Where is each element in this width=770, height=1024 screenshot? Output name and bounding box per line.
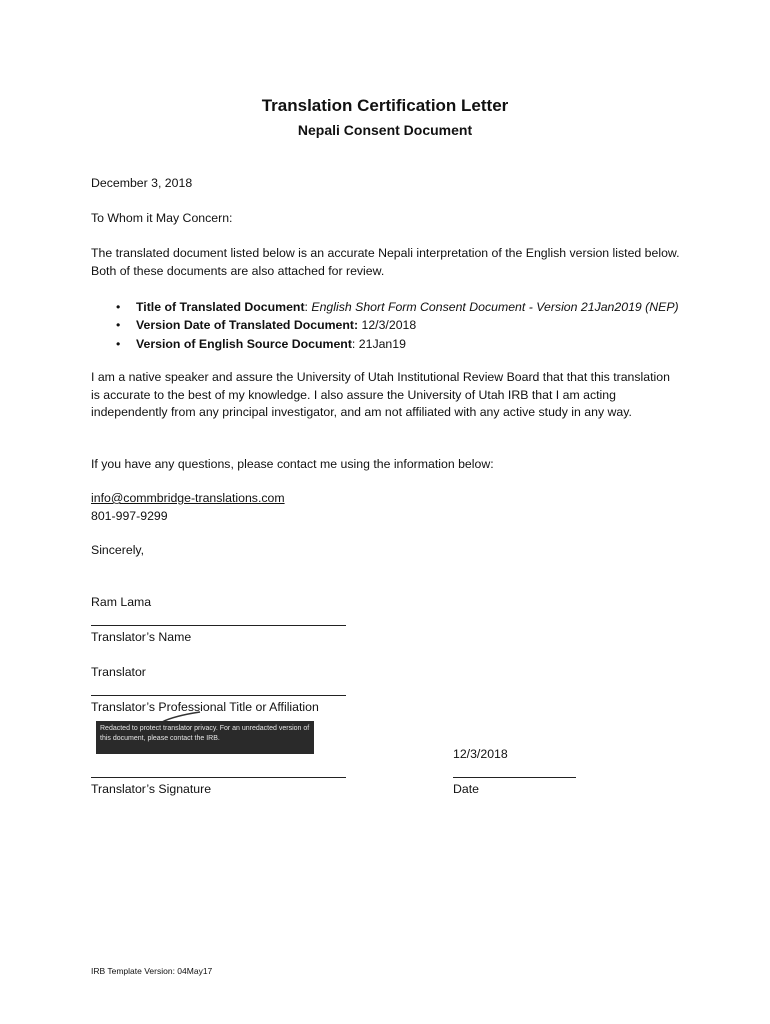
date-label: Date — [453, 782, 479, 796]
name-signature-line — [91, 625, 346, 626]
translator-name-label: Translator’s Name — [91, 630, 192, 644]
bullet-value: 21Jan19 — [358, 336, 406, 351]
bullet-icon: • — [116, 318, 121, 333]
date-line — [453, 777, 576, 778]
phone-number: 801-997-9299 — [91, 509, 168, 523]
bullet-label: Title of Translated Document — [136, 300, 305, 314]
bullet-separator: : — [304, 300, 312, 314]
bullet-icon: • — [116, 300, 121, 314]
redaction-box: Redacted to protect translator privacy. For an unredacted version of this document, please contact the IRB. — [96, 721, 314, 754]
translator-title-value: Translator — [91, 665, 146, 679]
list-item — [91, 316, 679, 334]
bullet-label: Version Date of Translated Document: — [136, 318, 359, 333]
document-details-list — [91, 298, 679, 353]
bullet-value: English Short Form Consent Document - Version 21Jan2019 (NEP) — [311, 300, 679, 314]
bullet-icon: • — [116, 336, 121, 351]
signature-line — [91, 777, 346, 778]
list-item — [91, 335, 679, 353]
title-signature-line — [91, 695, 346, 696]
bullet-separator: : — [351, 336, 359, 351]
letter-date: December 3, 2018 — [91, 176, 193, 190]
contact-intro: If you have any questions, please contact me using the information below: — [91, 457, 494, 471]
translator-name-value: Ram Lama — [91, 595, 152, 609]
document-subtitle: Nepali Consent Document — [297, 122, 473, 138]
bullet-label: Version of English Source Document — [136, 336, 352, 351]
closing: Sincerely, — [91, 543, 145, 557]
salutation: To Whom it May Concern: — [91, 211, 233, 225]
document-title: Translation Certification Letter — [261, 96, 509, 115]
bullet-value: 12/3/2018 — [361, 318, 417, 333]
email-link[interactable]: info@commbridge-translations.com — [91, 491, 285, 505]
signature-date-value: 12/3/2018 — [453, 747, 508, 761]
list-item — [91, 298, 679, 316]
assurance-paragraph: I am a native speaker and assure the University of Utah Institutional Review Board that that this translation is accurate to the best of my knowledge. I also assure the University of Utah IRB that I am acting independently from any principal investigator, and am not affiliated with any active study in any way. — [91, 370, 670, 419]
template-version-footer: IRB Template Version: 04May17 — [91, 966, 213, 976]
translator-signature-label: Translator’s Signature — [91, 782, 212, 796]
translator-title-label: Translator’s Professional Title or Affiliation — [91, 700, 319, 714]
intro-paragraph: The translated document listed below is an accurate Nepali interpretation of the English version listed below. Both of these documents are also attached for review. — [91, 246, 680, 278]
